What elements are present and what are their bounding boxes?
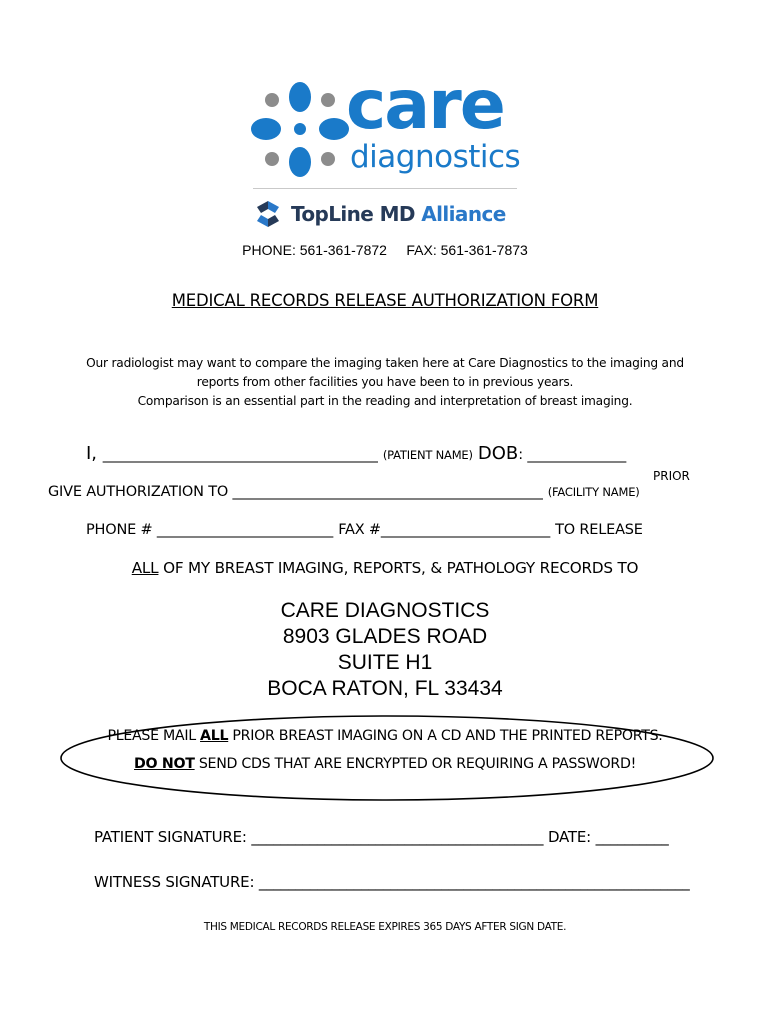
logo-dot-tr — [321, 93, 335, 107]
witness-signature-field[interactable]: ___________________________________________________________ — [258, 873, 690, 891]
prior-label: PRIOR — [653, 469, 690, 483]
fax-field[interactable]: ________________________ — [380, 522, 551, 538]
phone-number: PHONE: 561-361-7872 — [242, 242, 387, 258]
authorization-label: GIVE AUTHORIZATION TO — [48, 484, 233, 500]
care-diagnostics-logo-mark — [250, 82, 350, 178]
witness-signature-label: WITNESS SIGNATURE: — [94, 873, 259, 891]
mail-notice-text: PRIOR BREAST IMAGING ON A CD AND THE PRINTED REPORTS. — [228, 728, 663, 744]
mail-notice-do-not: DO NOT — [134, 756, 195, 772]
witness-signature-row — [94, 873, 690, 891]
form-title: MEDICAL RECORDS RELEASE AUTHORIZATION FORM — [171, 291, 599, 310]
facility-name-field[interactable]: ____________________________________________ — [232, 484, 543, 500]
logo-center — [294, 123, 306, 135]
patient-name-row — [86, 443, 626, 464]
logo-petal-top — [289, 82, 311, 112]
dob-field[interactable]: : ______________ — [518, 447, 627, 463]
mail-notice-all: ALL — [200, 728, 229, 744]
dob-label: DOB — [477, 443, 519, 464]
patient-name-label: (PATIENT NAME) — [382, 448, 473, 462]
logo-dot-bl — [265, 152, 279, 166]
patient-signature-label: PATIENT SIGNATURE: — [94, 828, 252, 846]
mail-notice-line1 — [0, 728, 770, 744]
logo-petal-left — [251, 118, 281, 140]
alliance-name-part2: Alliance — [421, 202, 506, 226]
phone-fax-row — [86, 519, 643, 538]
logo-dot-tl — [265, 93, 279, 107]
phone-field[interactable]: _________________________ — [156, 522, 334, 538]
patient-i-label: I, — [86, 443, 103, 464]
mail-notice-line2 — [0, 756, 770, 772]
logo-petal-right — [319, 118, 349, 140]
records-scope-line — [0, 559, 770, 577]
alliance-name — [291, 200, 506, 228]
intro-paragraph — [0, 354, 770, 411]
logo-divider — [253, 188, 517, 189]
logo-petal-bottom — [289, 147, 311, 177]
logo-dot-br — [321, 152, 335, 166]
fax-label: FAX # — [338, 522, 381, 538]
patient-signature-field[interactable]: ________________________________________ — [251, 828, 544, 846]
date-label: DATE: — [543, 828, 596, 846]
authorization-row — [48, 481, 640, 500]
address-line: SUITE H1 — [337, 651, 433, 674]
alliance-name-part1: TopLine MD — [291, 202, 422, 226]
fax-number: FAX: 561-361-7873 — [406, 242, 528, 258]
address-line: CARE DIAGNOSTICS — [280, 599, 490, 622]
records-scope-text: OF MY BREAST IMAGING, REPORTS, & PATHOLOGY RECORDS TO — [158, 559, 639, 577]
expiration-notice: THIS MEDICAL RECORDS RELEASE EXPIRES 365 DAYS AFTER SIGN DATE. — [203, 921, 567, 933]
contact-line — [0, 242, 770, 258]
intro-line: reports from other facilities you have been to in previous years. — [196, 375, 574, 389]
mailing-address — [0, 598, 770, 702]
facility-name-label: (FACILITY NAME) — [547, 485, 640, 499]
intro-line: Our radiologist may want to compare the imaging taken here at Care Diagnostics to the imaging and — [86, 356, 684, 370]
topline-alliance-icon — [253, 199, 283, 229]
release-label: TO RELEASE — [555, 522, 643, 538]
patient-signature-row — [94, 828, 669, 846]
phone-label: PHONE # — [86, 522, 157, 538]
brand-name-diagnostics: diagnostics — [350, 139, 521, 175]
address-line: BOCA RATON, FL 33434 — [267, 677, 503, 700]
brand-name-care: care — [346, 66, 504, 145]
date-field[interactable]: __________ — [595, 828, 669, 846]
intro-line: Comparison is an essential part in the reading and interpretation of breast imaging. — [137, 394, 633, 408]
patient-name-field[interactable]: _______________________________________ — [102, 447, 378, 463]
mail-notice-text: SEND CDS THAT ARE ENCRYPTED OR REQUIRING A PASSWORD! — [194, 756, 636, 772]
all-emphasis: ALL — [131, 559, 159, 577]
mail-notice-text: PLEASE MAIL — [107, 728, 201, 744]
address-line: 8903 GLADES ROAD — [282, 625, 488, 648]
